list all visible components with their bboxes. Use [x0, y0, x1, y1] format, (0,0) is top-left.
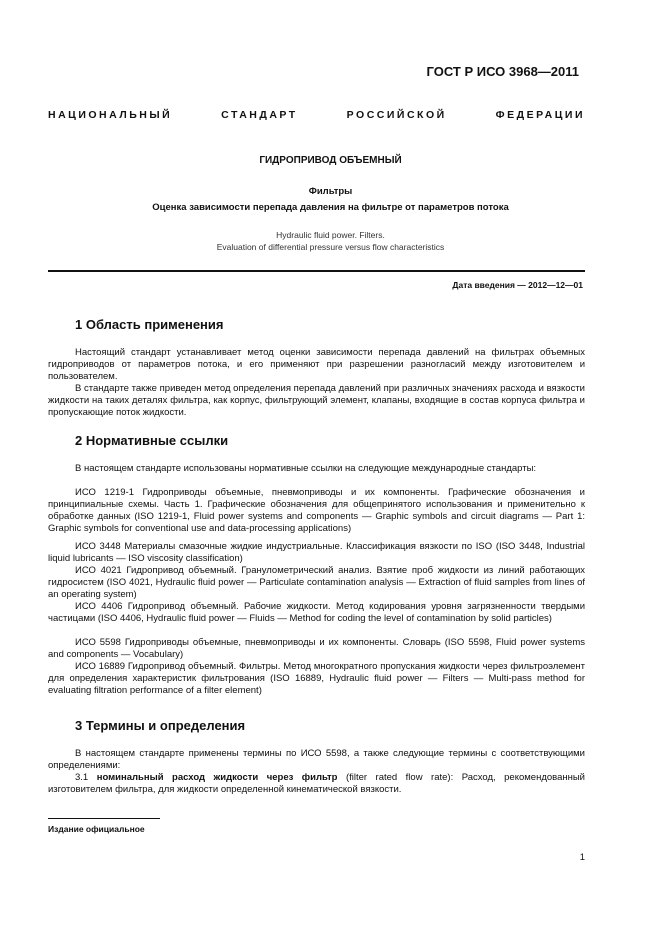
section-2-paragraph-1: В настоящем стандарте использованы нормативные ссылки на следующие международные стандарты: — [75, 463, 537, 474]
section-2-paragraph-7: ИСО 16889 Гидропривод объемный. Фильтры. Метод многократного пропускания жидкости через фильтроэлемент для определения характеристик фильтрования (ISO 16889, Hydraulic fluid power — Filters — Multi-pass method for evaluating filtration performance of a filter element) — [48, 661, 585, 696]
term-number: 3.1 — [75, 772, 89, 783]
section-2-paragraph-2: ИСО 1219-1 Гидроприводы объемные, пневмоприводы и их компоненты. Графические обозначения и принципиальные схемы. Часть 1. Графические обозначения для общепринятого использования и применительно к обработке данных (ISO 1219-1, Fluid power systems and components — Graphic symbols and circuit diagrams — Part 1: Graphic symbols for conventional use and data-processing applications) — [48, 487, 585, 534]
section-2-paragraph-6: ИСО 5598 Гидроприводы объемные, пневмоприводы и их компоненты. Словарь (ISO 5598, Fluid power systems and components — Vocabulary) — [48, 637, 585, 660]
title-sub2: Оценка зависимости перепада давления на фильтре от параметров потока — [152, 202, 509, 213]
edition-label: Издание официальное — [48, 824, 145, 834]
title-main: ГИДРОПРИВОД ОБЪЕМНЫЙ — [259, 155, 402, 166]
document-code: ГОСТ Р ИСО 3968—2011 — [426, 64, 579, 79]
title-en2: Evaluation of differential pressure versus flow characteristics — [216, 242, 445, 252]
intro-date: Дата введения — 2012—12—01 — [452, 280, 583, 290]
section-1-paragraph-2: В стандарте также приведен метод определения перепада давлений при различных значениях расхода и вязкости жидкости на таких деталях фильтра, как корпус, фильтрующий элемент, клапаны, входящие в состав корпуса фильтра и пропускающие поток жидкости. — [48, 383, 585, 418]
footer-divider — [48, 818, 160, 819]
section-2-heading: 2 Нормативные ссылки — [75, 433, 229, 448]
title-en1: Hydraulic fluid power. Filters. — [276, 230, 385, 240]
title-sub1: Фильтры — [308, 186, 353, 197]
section-1-paragraph-1: Настоящий стандарт устанавливает метод оценки зависимости перепада давлений на фильтрах объемных гидроприводов от параметров потока, и его применяют при разрешении разногласий между изготовителем и пользователем. — [48, 347, 585, 382]
section-1-heading: 1 Область применения — [75, 317, 224, 332]
title-divider — [48, 270, 585, 272]
term-3-1 — [48, 772, 585, 796]
term-name: номинальный расход жидкости через фильтр — [96, 772, 338, 783]
national-standard-banner: НАЦИОНАЛЬНЫЙ СТАНДАРТ РОССИЙСКОЙ ФЕДЕРАЦИИ — [48, 109, 585, 121]
section-2-paragraph-5: ИСО 4406 Гидропривод объемный. Рабочие жидкости. Метод кодирования уровня загрязненности твердыми частицами (ISO 4406, Hydraulic fluid power — Fluids — Method for coding the level of contamination by solid particles) — [48, 601, 585, 624]
section-2-paragraph-4: ИСО 4021 Гидропривод объемный. Гранулометрический анализ. Взятие проб жидкости из линий работающих гидросистем (ISO 4021, Hydraulic fluid power — Particulate contamination analysis — Extraction of fluid samples from lines of an operating system) — [48, 565, 585, 600]
section-2-paragraph-3: ИСО 3448 Материалы смазочные жидкие индустриальные. Классификация вязкости по ISO (ISO 3448, Industrial liquid lubricants — ISO viscosity classification) — [48, 541, 585, 564]
section-3-paragraph-1: В настоящем стандарте применены термины по ИСО 5598, а также следующие термины с соответствующими определениями: — [48, 748, 585, 771]
term-definition: (filter rated flow rate): Расход, рекомендованный изготовителем фильтра, для жидкости определенной кинематической вязкости. — [48, 772, 585, 795]
section-3-heading: 3 Термины и определения — [75, 718, 246, 733]
page-number: 1 — [579, 852, 585, 863]
